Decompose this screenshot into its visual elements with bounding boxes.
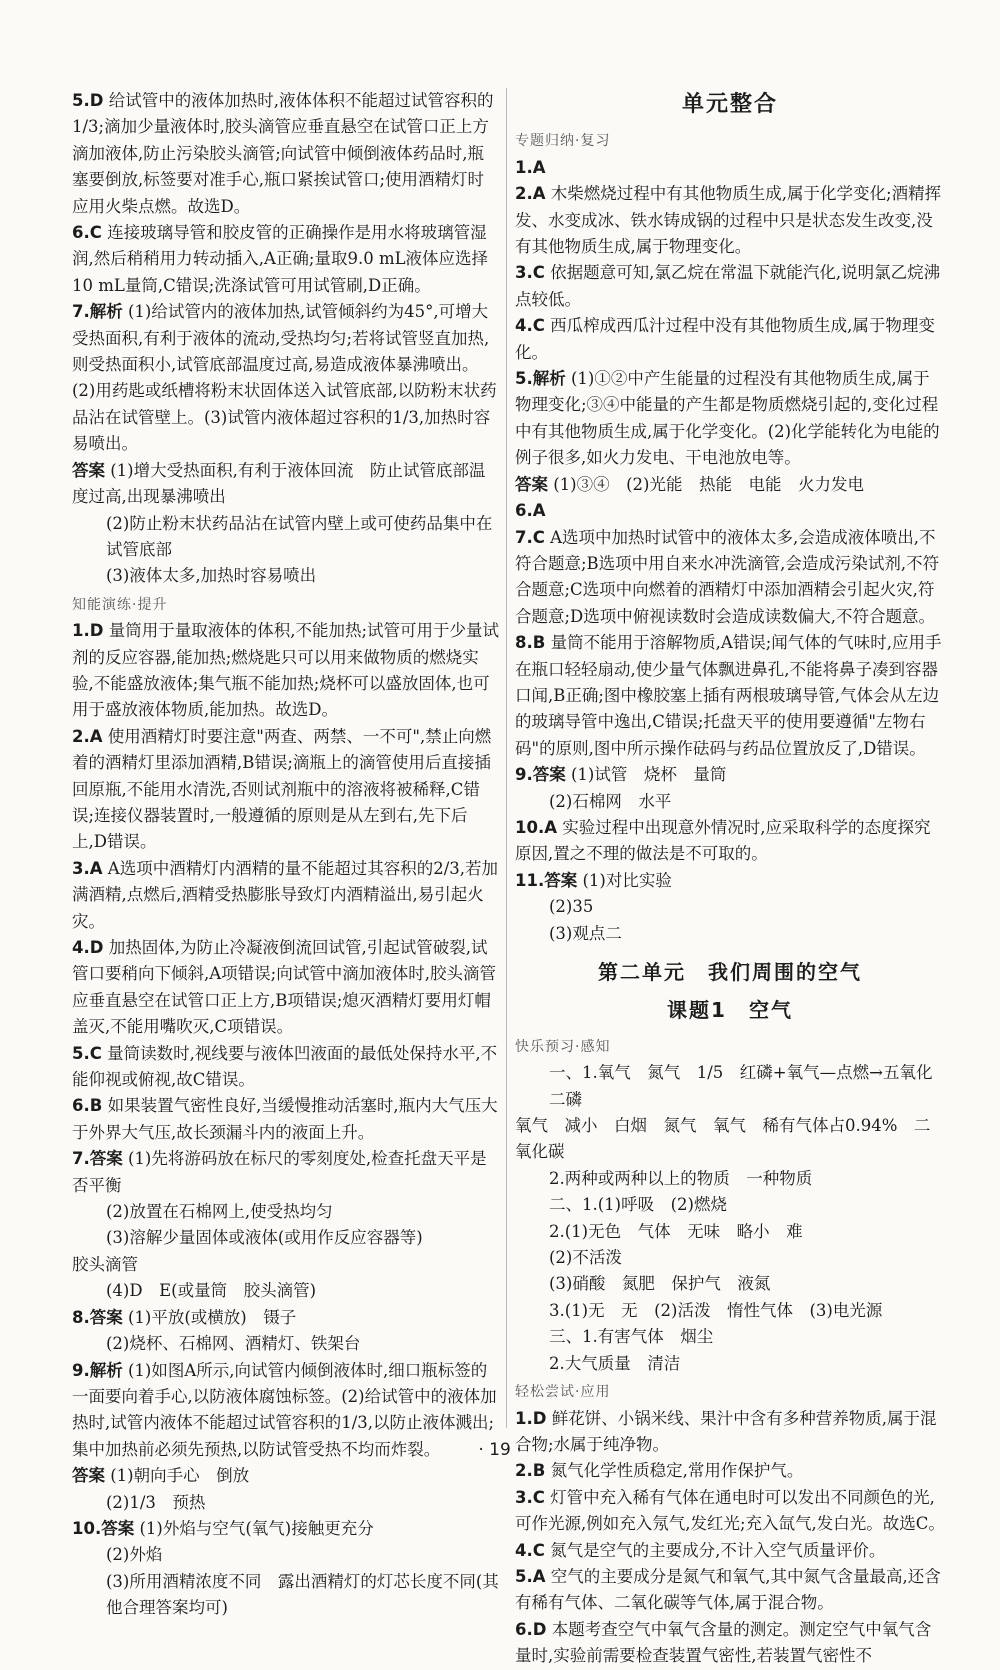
- item-text: 给试管中的液体加热时,液体体积不能超过试管容积的1/3;滴加少量液体时,胶头滴管应垂直悬空在试管口正上方滴加液体,防止污染胶头滴管;向试管中倾倒液体药品时,瓶塞要倒放,标签要对准手心,瓶口紧挨试管口;使用酒精灯时应用火柴点燃。故选D。: [72, 91, 494, 216]
- answer-item: [515, 498, 945, 524]
- item-text: (2)1/3 预热: [106, 1492, 206, 1512]
- item-text: 三、1.有害气体 烟尘: [549, 1327, 714, 1347]
- answer-item: [72, 1331, 500, 1357]
- answer-item: [515, 181, 945, 260]
- item-text: 西瓜榨成西瓜汁过程中没有其他物质生成,属于物理变化。: [515, 316, 935, 362]
- item-text: 依据题意可知,氯乙烷在常温下就能汽化,说明氯乙烷沸点较低。: [515, 263, 941, 309]
- subsection-label: 快乐预习·感知: [515, 1038, 611, 1055]
- item-number: 4.D: [72, 938, 104, 957]
- item-number: 8.答案: [72, 1307, 123, 1327]
- answer-item: [515, 1192, 945, 1218]
- item-text: (1)给试管内的液体加热,试管倾斜约为45°,可增大受热面积,有利于液体的流动,受热均匀;若将试管竖直加热,则受热面积小,试管底部温度过高,易造成液体暴沸喷出。(2)用药匙或纸槽将粉末状固体送入试管底部,以防粉末状药品沾在试管壁上。(3)试管内液体超过容积的1/3,加热时容易喷出。: [72, 302, 497, 454]
- item-text: 鲜花饼、小锅米线、果汁中含有多种营养物质,属于混合物;水属于纯净物。: [515, 1408, 937, 1454]
- item-number: 4.C: [515, 1540, 545, 1560]
- answer-item: [515, 921, 945, 947]
- item-text: 二、1.(1)呼吸 (2)燃烧: [549, 1195, 727, 1215]
- answer-item: [72, 1305, 500, 1331]
- answer-item: [72, 299, 500, 457]
- answer-item: [515, 366, 945, 472]
- item-text: 氧气 减小 白烟 氮气 氧气 稀有气体占0.94% 二氧化碳: [515, 1116, 931, 1162]
- answer-item: [72, 1463, 500, 1489]
- item-text: (1)对比实验: [582, 870, 672, 890]
- item-text: 氮气是空气的主要成分,不计入空气质量评价。: [550, 1540, 886, 1560]
- answer-item: [515, 1166, 945, 1192]
- subsection-label: 知能演练·提升: [72, 596, 168, 613]
- item-text: (1)如图A所示,向试管内倾倒液体时,细口瓶标签的一面要向着手心,以防液体腐蚀标签。(2)给试管中的液体加热时,试管内液体不能超过试管容积的1/3,以防止液体溅出;集中加热前必须先预热,以防试管受热不均而炸裂。: [72, 1360, 497, 1459]
- item-number: 1.D: [72, 621, 104, 641]
- answer-item: [515, 155, 945, 181]
- answer-item: [72, 1278, 500, 1304]
- item-number: 3.C: [515, 1487, 545, 1507]
- page-number: · 19 ·: [478, 1440, 522, 1460]
- item-number: 5.C: [72, 1043, 102, 1063]
- item-text: 2.两种或两种以上的物质 一种物质: [549, 1168, 813, 1188]
- column-divider: [506, 88, 507, 1428]
- item-text: (2)35: [549, 897, 594, 917]
- item-number: 6.D: [515, 1619, 547, 1639]
- answer-item: [515, 1113, 945, 1166]
- item-text: (3)液体太多,加热时容易喷出: [106, 566, 317, 586]
- item-number: 4.C: [515, 316, 545, 336]
- item-text: 量筒不能用于溶解物质,A错误;闻气体的气味时,应用手在瓶口轻轻扇动,使少量气体飘进鼻孔,不能将鼻子凑到容器口闻,B正确;图中橡胶塞上插有两根玻璃导管,气体会从左边的玻璃导管中逸出,C错误;托盘天平的使用要遵循"左物右码"的原则,图中所示操作砝码与药品位置放反了,D错误。: [515, 633, 942, 758]
- item-text: 量筒读数时,视线要与液体凹液面的最低处保持水平,不能仰视或俯视,故C错误。: [72, 1043, 498, 1090]
- answer-item: [72, 1490, 500, 1516]
- answer-item: [72, 618, 500, 724]
- item-number: 10.答案: [72, 1518, 135, 1538]
- item-text: (3)溶解少量固体或液体(或用作反应容器等): [106, 1228, 423, 1248]
- item-number: 5.D: [72, 91, 104, 110]
- item-number: 7.解析: [72, 302, 123, 322]
- answer-item: [515, 1219, 945, 1245]
- item-text: 空气的主要成分是氮气和氧气,其中氮气含量最高,还含有稀有气体、二氧化碳等气体,属于混合物。: [515, 1566, 941, 1613]
- answer-item: [72, 1146, 500, 1199]
- answer-item: [72, 1093, 500, 1146]
- item-text: (1)试管 烧杯 量筒: [571, 765, 727, 785]
- item-number: 3.A: [72, 858, 103, 878]
- item-text: (2)防止粉末状药品沾在试管内壁上或可使药品集中在试管底部: [106, 513, 493, 559]
- item-text: 本题考查空气中氧气含量的测定。测定空气中氧气含量时,实验前需要检查装置气密性,若装置气密性不: [515, 1619, 932, 1666]
- answer-item: [515, 630, 945, 762]
- answer-item: [515, 1324, 945, 1350]
- item-number: 2.A: [515, 184, 546, 204]
- answer-item: [72, 1542, 500, 1568]
- right-column: [515, 88, 945, 1670]
- item-text: (3)硝酸 氮肥 保护气 液氮: [549, 1274, 771, 1294]
- item-text: A选项中加热时试管中的液体太多,会造成液体喷出,不符合题意;B选项中用自来水冲洗滴管,会造成污染试剂,不符合题意;C选项中向燃着的酒精灯中添加酒精会引起火灾,符合题意;D选项中俯视读数时会造成读数偏大,不符合题意。: [515, 527, 940, 626]
- answer-item: [72, 1199, 500, 1225]
- subsection-label: 专题归纳·复习: [515, 133, 611, 150]
- item-text: (3)所用酒精浓度不同 露出酒精灯的灯芯长度不同(其他合理答案均可): [106, 1571, 499, 1618]
- item-text: (1)外焰与空气(氧气)接触更充分: [139, 1518, 374, 1538]
- answer-item: [515, 1564, 945, 1617]
- item-text: (1)先将游码放在标尺的零刻度处,检查托盘天平是否平衡: [72, 1149, 487, 1195]
- answer-item: [72, 856, 500, 935]
- answer-item: [72, 458, 500, 511]
- item-text: 实验过程中出现意外情况时,应采取科学的态度探究原因,置之不理的做法是不可取的。: [515, 817, 931, 864]
- answer-item: [515, 894, 945, 920]
- item-number: 5.A: [515, 1566, 546, 1586]
- item-number: 7.答案: [72, 1149, 123, 1169]
- item-number: 1.A: [515, 157, 546, 177]
- item-number: 6.A: [515, 501, 546, 521]
- item-text: 使用酒精灯时要注意"两查、两禁、一不可",禁止向燃着的酒精灯里添加酒精,B错误;滴瓶上的滴管使用后直接插回原瓶,不能用水清洗,否则试剂瓶中的溶液将被稀释,C错误;连接仪器装置时,一般遵循的原则是从左到右,先下后上,D错误。: [72, 726, 492, 852]
- item-text: (3)观点二: [549, 923, 622, 943]
- item-number: 10.A: [515, 817, 557, 837]
- item-text: (4)D E(或量筒 胶头滴管): [106, 1281, 317, 1301]
- item-number: 6.C: [72, 223, 102, 243]
- item-text: (2)石棉网 水平: [549, 791, 672, 811]
- answer-item: [72, 88, 500, 220]
- answer-item: [72, 1569, 500, 1622]
- item-text: 灯管中充入稀有气体在通电时可以发出不同颜色的光,可作光源,例如充入氖气,发红光;充入氙气,发白光。故选C。: [515, 1487, 945, 1534]
- item-text: (1)增大受热面积,有利于液体回流 防止试管底部温度过高,出现暴沸喷出: [72, 460, 486, 507]
- answer-item: [515, 1298, 945, 1324]
- answer-item: [72, 511, 500, 564]
- item-text: A选项中酒精灯内酒精的量不能超过其容积的2/3,若加满酒精,点燃后,酒精受热膨胀导致灯内酒精溢出,易引起火灾。: [72, 858, 498, 931]
- item-text: 一、1.氧气 氮气 1/5 红磷+氧气—点燃→五氧化二磷: [549, 1063, 933, 1109]
- item-text: (1)①②中产生能量的过程没有其他物质生成,属于物理变化;③④中能量的产生都是物质燃烧引起的,变化过程中有其他物质生成,属于化学变化。(2)化学能转化为电能的例子很多,如火力发电、干电池放电等。: [515, 369, 940, 468]
- item-text: (2)不活泼: [549, 1248, 622, 1268]
- item-text: 3.(1)无 无 (2)活泼 惰性气体 (3)电光源: [549, 1300, 883, 1320]
- answer-item: [72, 563, 500, 589]
- section-heading: 单元整合: [681, 92, 778, 117]
- item-number: 5.解析: [515, 369, 566, 389]
- answer-item: [72, 1252, 500, 1278]
- answer-item: [72, 220, 500, 299]
- item-text: (2)外焰: [106, 1545, 163, 1565]
- answer-item: [515, 313, 945, 366]
- left-column: [72, 88, 500, 1622]
- answer-item: [515, 1245, 945, 1271]
- item-text: 量筒用于量取液体的体积,不能加热;试管可用于少量试剂的反应容器,能加热;燃烧匙只可以用来做物质的燃烧实验,不能盛放液体;集气瓶不能加热;烧杯可以盛放固体,也可用于盛放液体物质,能加热。故选D。: [72, 621, 500, 720]
- answer-item: [515, 1485, 945, 1538]
- answer-item: [515, 1060, 945, 1113]
- answer-item: [515, 789, 945, 815]
- item-text: (2)放置在石棉网上,使受热均匀: [106, 1202, 333, 1222]
- answer-item: [515, 1458, 945, 1484]
- answer-item: [515, 1351, 945, 1377]
- item-number: 2.A: [72, 726, 103, 746]
- item-text: 加热固体,为防止冷凝液倒流回试管,引起试管破裂,试管口要稍向下倾斜,A项错误;向试管中滴加液体时,胶头滴管应垂直悬空在试管口正上方,B项错误;熄灭酒精灯要用灯帽盖灭,不能用嘴吹灭,C项错误。: [72, 938, 496, 1037]
- answer-item: [515, 1617, 945, 1670]
- answer-item: [515, 868, 945, 894]
- answer-item: [515, 472, 945, 498]
- item-text: 2.(1)无色 气体 无味 略小 难: [549, 1221, 803, 1241]
- answer-item: [72, 935, 500, 1041]
- item-number: 11.答案: [515, 870, 578, 890]
- item-text: (1)朝向手心 倒放: [110, 1466, 250, 1486]
- answer-item: [72, 724, 500, 856]
- item-number: 1.D: [515, 1408, 547, 1428]
- item-number: 9.答案: [515, 765, 566, 785]
- item-number: 答案: [515, 474, 548, 494]
- unit-heading: 课题1 空气: [667, 998, 793, 1023]
- answer-item: [515, 260, 945, 313]
- item-number: 8.B: [515, 633, 546, 653]
- item-number: 7.C: [515, 527, 545, 547]
- item-text: 如果装置气密性良好,当缓慢推动活塞时,瓶内大气压大于外界大气压,故长颈漏斗内的液面上升。: [72, 1096, 498, 1142]
- item-text: (1)③④ (2)光能 热能 电能 火力发电: [553, 474, 864, 494]
- item-number: 3.C: [515, 263, 545, 283]
- answer-item: [72, 1041, 500, 1094]
- answer-item: [515, 762, 945, 788]
- answer-item: [72, 1516, 500, 1542]
- item-text: 胶头滴管: [72, 1254, 138, 1274]
- item-number: 答案: [72, 1466, 105, 1486]
- answer-item: [515, 525, 945, 631]
- item-number: 6.B: [72, 1096, 103, 1116]
- answer-item: [515, 1538, 945, 1564]
- item-text: 2.大气质量 清洁: [549, 1353, 681, 1373]
- answer-item: [515, 815, 945, 868]
- subsection-label: 轻松尝试·应用: [515, 1384, 611, 1401]
- item-number: 9.解析: [72, 1360, 123, 1380]
- item-text: 氮气化学性质稳定,常用作保护气。: [550, 1461, 804, 1481]
- answer-item: [515, 1271, 945, 1297]
- answer-item: [72, 1225, 500, 1251]
- unit-heading: 第二单元 我们周围的空气: [598, 960, 862, 984]
- item-text: 木柴燃烧过程中有其他物质生成,属于化学变化;酒精挥发、水变成冰、铁水铸成锅的过程中只是状态发生改变,没有其他物质生成,属于物理变化。: [515, 184, 942, 257]
- item-text: (2)烧杯、石棉网、酒精灯、铁架台: [106, 1334, 361, 1354]
- item-text: 连接玻璃导管和胶皮管的正确操作是用水将玻璃管湿润,然后稍稍用力转动插入,A正确;量取9.0 mL液体应选择10 mL量筒,C错误;洗涤试管可用试管刷,D正确。: [72, 223, 489, 295]
- item-number: 2.B: [515, 1461, 546, 1481]
- item-text: (1)平放(或横放) 镊子: [128, 1307, 297, 1327]
- item-number: 答案: [72, 460, 105, 480]
